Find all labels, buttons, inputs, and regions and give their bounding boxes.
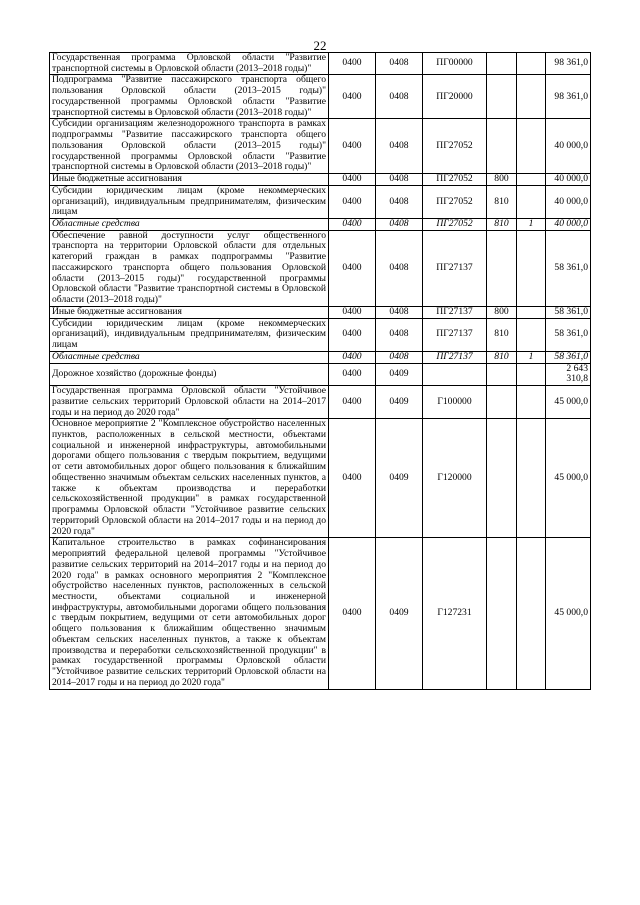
funding-source-cell (517, 318, 546, 351)
name-cell: Государственная программа Орловской области "Развитие транспортной системы в Орловской области (2013–2018 годы)" (50, 53, 329, 75)
ministry-code-cell: 0400 (329, 230, 376, 306)
expense-type-cell: 810 (487, 351, 517, 363)
amount-cell: 40 000,0 (546, 219, 591, 231)
table-row (50, 219, 591, 231)
name-cell: Областные средства (50, 219, 329, 231)
name-cell: Капитальное строительство в рамках софинансирования мероприятий федеральной целевой программы "Устойчивое развитие сельских территорий на 2014–2017 годы и на период до 2020 года" в рамках основного мероприятия 2 "Комплексное обустройство населенных пунктов, расположенных в сельской местности, объектами социальной и инженерной инфраструктуры, автомобильными дорогами общего пользования с твердым покрытием, ведущими от сети автомобильных дорог общего пользования к ближайшим общественно значимым объектам сельских населенных пунктов, а также к объектам производства и переработки сельскохозяйственной продукции" в рамках государственной программы Орловской области "Устойчивое развитие сельских территорий Орловской области на 2014–2017 годы и на период до 2020 года" (50, 538, 329, 689)
funding-source-cell (517, 75, 546, 119)
funding-source-cell: 1 (517, 219, 546, 231)
name-cell: Областные средства (50, 351, 329, 363)
amount-cell: 98 361,0 (546, 75, 591, 119)
table-row (50, 351, 591, 363)
section-code-cell: 0409 (376, 538, 423, 689)
section-code-cell: 0408 (376, 185, 423, 218)
table-row (50, 363, 591, 385)
page-number: 22 (313, 38, 327, 53)
expense-type-cell: 810 (487, 219, 517, 231)
funding-source-cell (517, 419, 546, 538)
name-cell: Подпрограмма "Развитие пассажирского транспорта общего пользования Орловской области (2013–2015 годы)" государственной программы Орловской области "Развитие транспортной системы в Орловской области (2013–2018 годы)" (50, 75, 329, 119)
funding-source-cell (517, 306, 546, 318)
section-code-cell: 0408 (376, 230, 423, 306)
target-article-cell: ПГ27137 (423, 306, 487, 318)
funding-source-cell (517, 53, 546, 75)
amount-cell: 40 000,0 (546, 185, 591, 218)
name-cell: Дорожное хозяйство (дорожные фонды) (50, 363, 329, 385)
expense-type-cell: 810 (487, 318, 517, 351)
expense-type-cell (487, 419, 517, 538)
ministry-code-cell: 0400 (329, 306, 376, 318)
name-cell: Субсидии организациям железнодорожного транспорта в рамках подпрограммы "Развитие пассажирского транспорта общего пользования Орловской области (2013–2015 годы)" государственной программы Орловской области "Развитие транспортной системы в Орловской области (2013–2018 годы)" (50, 119, 329, 174)
expense-type-cell: 810 (487, 185, 517, 218)
section-code-cell: 0408 (376, 174, 423, 186)
target-article-cell: ПГ27137 (423, 351, 487, 363)
table-row (50, 386, 591, 419)
amount-cell: 45 000,0 (546, 386, 591, 419)
amount-cell: 45 000,0 (546, 419, 591, 538)
ministry-code-cell: 0400 (329, 351, 376, 363)
section-code-cell: 0409 (376, 386, 423, 419)
table-row (50, 119, 591, 174)
name-cell: Субсидии юридическим лицам (кроме некоммерческих организаций), индивидуальным предпринимателям, физическим лицам (50, 185, 329, 218)
name-cell: Обеспечение равной доступности услуг общественного транспорта на территории Орловской области для отдельных категорий граждан в рамках подпрограммы "Развитие пассажирского транспорта общего пользования Орловской области (2013–2015 годы)" государственной программы Орловской области "Развитие транспортной системы в Орловской области (2013–2018 годы)" (50, 230, 329, 306)
ministry-code-cell: 0400 (329, 53, 376, 75)
expense-type-cell: 800 (487, 306, 517, 318)
target-article-cell: ПГ27052 (423, 174, 487, 186)
expense-type-cell: 800 (487, 174, 517, 186)
target-article-cell: ПГ00000 (423, 53, 487, 75)
funding-source-cell (517, 174, 546, 186)
ministry-code-cell: 0400 (329, 419, 376, 538)
ministry-code-cell: 0400 (329, 386, 376, 419)
amount-cell: 40 000,0 (546, 119, 591, 174)
expense-type-cell (487, 386, 517, 419)
expense-type-cell (487, 230, 517, 306)
amount-cell: 58 361,0 (546, 351, 591, 363)
funding-source-cell (517, 119, 546, 174)
target-article-cell: Г127231 (423, 538, 487, 689)
ministry-code-cell: 0400 (329, 363, 376, 385)
expense-type-cell (487, 119, 517, 174)
name-cell: Государственная программа Орловской области "Устойчивое развитие сельских территорий Орловской области на 2014–2017 годы и на период до 2020 года" (50, 386, 329, 419)
table-row (50, 230, 591, 306)
section-code-cell: 0409 (376, 419, 423, 538)
ministry-code-cell: 0400 (329, 119, 376, 174)
amount-cell: 45 000,0 (546, 538, 591, 689)
target-article-cell: ПГ27052 (423, 219, 487, 231)
target-article-cell: Г100000 (423, 386, 487, 419)
table-row (50, 306, 591, 318)
section-code-cell: 0408 (376, 306, 423, 318)
ministry-code-cell: 0400 (329, 538, 376, 689)
funding-source-cell (517, 230, 546, 306)
ministry-code-cell: 0400 (329, 219, 376, 231)
name-cell: Иные бюджетные ассигнования (50, 306, 329, 318)
target-article-cell: ПГ27052 (423, 119, 487, 174)
amount-cell: 40 000,0 (546, 174, 591, 186)
expense-type-cell (487, 53, 517, 75)
amount-cell: 58 361,0 (546, 306, 591, 318)
target-article-cell: ПГ27137 (423, 318, 487, 351)
section-code-cell: 0408 (376, 119, 423, 174)
amount-cell: 58 361,0 (546, 230, 591, 306)
table-row (50, 419, 591, 538)
table-row (50, 174, 591, 186)
section-code-cell: 0408 (376, 75, 423, 119)
funding-source-cell: 1 (517, 351, 546, 363)
ministry-code-cell: 0400 (329, 75, 376, 119)
expense-type-cell (487, 363, 517, 385)
expense-type-cell (487, 75, 517, 119)
section-code-cell: 0408 (376, 53, 423, 75)
target-article-cell: ПГ27137 (423, 230, 487, 306)
table-row (50, 538, 591, 689)
target-article-cell (423, 363, 487, 385)
section-code-cell: 0409 (376, 363, 423, 385)
name-cell: Иные бюджетные ассигнования (50, 174, 329, 186)
funding-source-cell (517, 386, 546, 419)
budget-table (49, 52, 591, 690)
funding-source-cell (517, 185, 546, 218)
name-cell: Субсидии юридическим лицам (кроме некоммерческих организаций), индивидуальным предпринимателям, физическим лицам (50, 318, 329, 351)
table-body (50, 53, 591, 690)
amount-cell: 98 361,0 (546, 53, 591, 75)
section-code-cell: 0408 (376, 219, 423, 231)
target-article-cell: Г120000 (423, 419, 487, 538)
section-code-cell: 0408 (376, 318, 423, 351)
ministry-code-cell: 0400 (329, 174, 376, 186)
funding-source-cell (517, 363, 546, 385)
table-row (50, 318, 591, 351)
funding-source-cell (517, 538, 546, 689)
name-cell: Основное мероприятие 2 "Комплексное обустройство населенных пунктов, расположенных в сельской местности, объектами социальной и инженерной инфраструктуры, автомобильными дорогами общего пользования с твердым покрытием, ведущими от сети автомобильных дорог общего пользования к ближайшим общественно значимым объектам сельских населенных пунктов, а также к объектам производства и переработки сельскохозяйственной продукции" в рамках государственной программы Орловской области "Устойчивое развитие сельских территорий Орловской области на 2014–2017 годы и на период до 2020 года" (50, 419, 329, 538)
expense-type-cell (487, 538, 517, 689)
ministry-code-cell: 0400 (329, 185, 376, 218)
target-article-cell: ПГ27052 (423, 185, 487, 218)
ministry-code-cell: 0400 (329, 318, 376, 351)
amount-cell: 58 361,0 (546, 318, 591, 351)
table-row (50, 185, 591, 218)
table-row (50, 53, 591, 75)
section-code-cell: 0408 (376, 351, 423, 363)
target-article-cell: ПГ20000 (423, 75, 487, 119)
table-row (50, 75, 591, 119)
amount-cell: 2 643 310,8 (546, 363, 591, 385)
